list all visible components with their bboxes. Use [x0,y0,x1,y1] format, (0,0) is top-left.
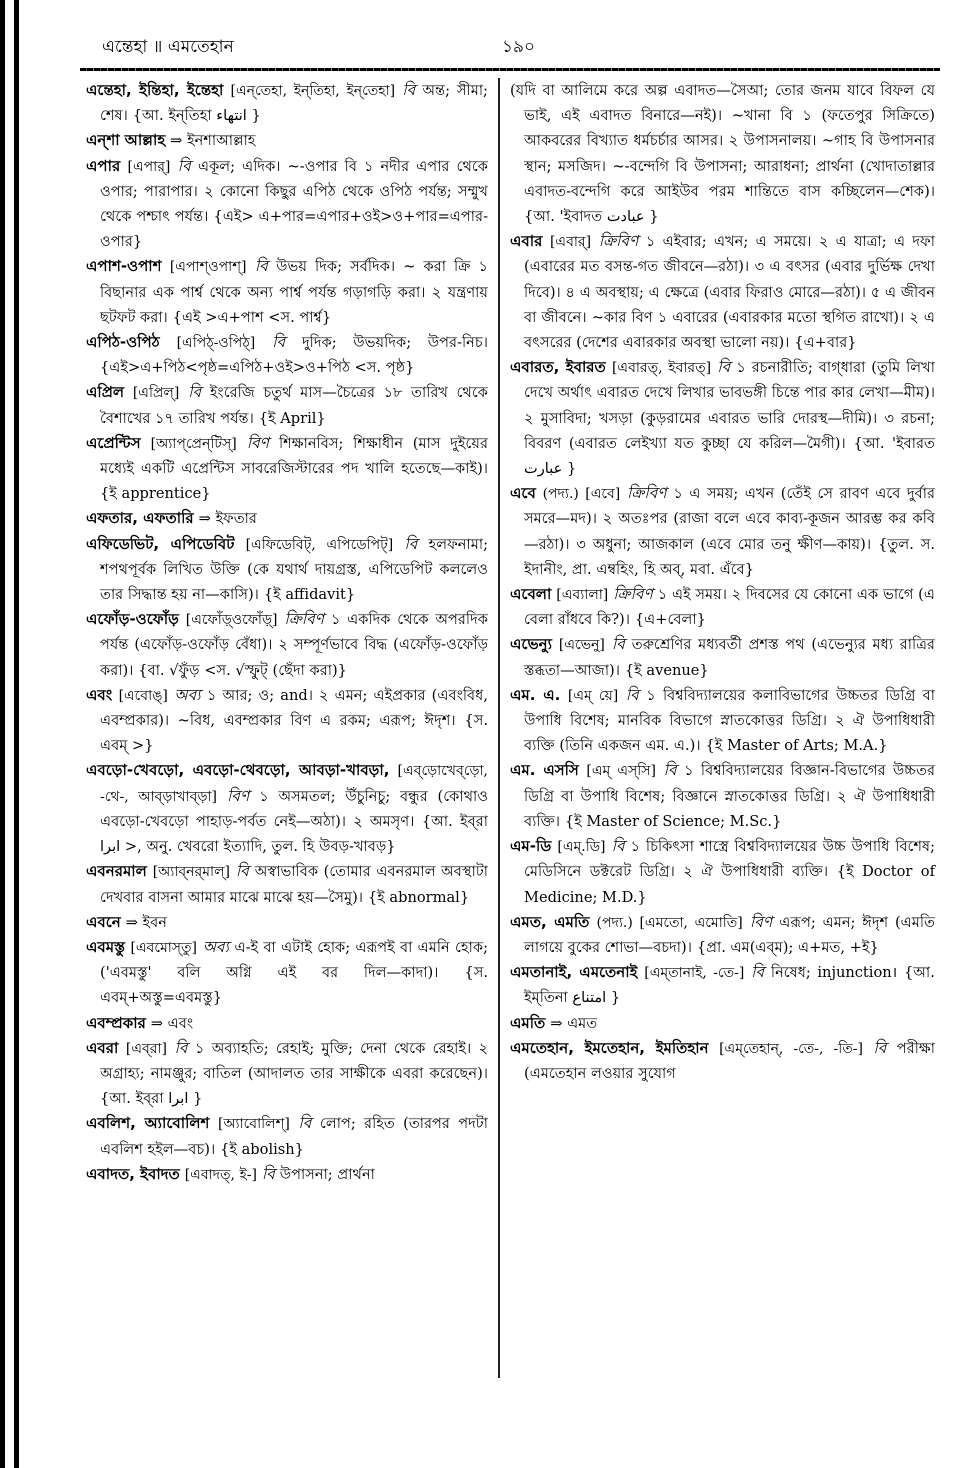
entry-definition: শিক্ষানবিস; শিক্ষাধীন (মাস দুইয়ের মধ্যেই একটি এপ্রেন্টিস সাবরেজিস্টারের পদ খালি হতেছে—কাই)। [100,434,488,478]
dictionary-entry [86,607,488,683]
entry-part-of-speech: বি [873,1038,887,1057]
dictionary-entry [86,380,488,430]
entry-pronunciation: [এম্‌.ডি] [557,839,606,856]
entry-definition: ⇒ ইনশাআল্লাহ [170,132,256,150]
dictionary-entry [510,355,935,481]
entry-etymology: {এই >এ+পাশ <স. পার্শ্ব} [172,308,332,326]
entry-pronunciation: [এফিডেবিট্‌, এপিডেপিট্‌] [245,536,394,553]
entry-part-of-speech: অব্য [174,685,201,704]
entry-definition: এরূপ; এমন; ঈদৃশ (এমতি লাগয়ে বুকের শোভা—বচদা)। [524,913,935,956]
dictionary-entry [510,910,935,960]
guide-words: এন্তেহা ॥ এমতেহান [102,37,234,57]
entry-etymology: {ই Master of Arts; M.A.} [705,737,888,755]
entry-pronunciation: [এম্‌ য়ে] [567,687,619,704]
entry-definition: তরুশ্রেণির মধ্যবর্তী প্রশস্ত পথ (এভেন্যুর মধ্য রাত্রির স্তব্ধতা—আজা)। [524,636,935,679]
entry-headword: এবার [510,232,543,251]
entry-definition: ১ এই সময়। ২ দিবসের যে কোনো এক ভাগে (এ বেলা রাঁধবে কি?)। [524,586,935,629]
entry-definition: উপাসনা; প্রার্থনা [279,1165,375,1183]
entry-pronunciation: [এভেনু] [558,637,605,654]
dictionary-entry [86,330,488,380]
entry-etymology: {ই affidavit} [263,586,356,604]
entry-pronunciation: [এবারত্‌, ইবারত্‌] [611,360,712,377]
entry-headword: এবড়ো-খেবড়ো, এবড়ো-থেবড়ো, আবড়া-খাবড়া, [86,761,390,780]
entry-pronunciation: [এবাদত্‌, ই-] [184,1166,257,1183]
entry-part-of-speech: অব্য [202,937,229,956]
entry-definition: উভয় দিক; সর্বদিক। ~ করা ক্রি ১ বিছানার এক পার্শ্ব থেকে অন্য পার্শ্ব পর্যন্ত গড়াগড়ি করা। ২ যন্ত্রণায় ছটফট করা। [100,258,488,326]
entry-part-of-speech: বি [174,1038,188,1057]
page-binding-edge-inner [14,0,19,1468]
entry-definition: ১ চিকিৎসা শাস্ত্রে বিশ্ববিদ্যালয়ের উচ্চ উপাধি বিশেষ; মেডিসিনে ডক্টরেট ডিগ্রি। ২ ঐ উপাধিধারী ব্যক্তি। [524,838,935,881]
dictionary-entry [86,1162,488,1187]
dictionary-entry [86,683,488,759]
entry-pronunciation: [এব্‌রা] [125,1040,168,1057]
entry-etymology: {ই Master of Science; M.Sc.} [564,812,782,830]
entry-definition: লোপ; রহিত (তারপর পদটা এবলিশ হইল—বচ)। [100,1115,488,1158]
entry-pronunciation: [এব্‌ড়োখেব্‌ড়ো, -থে-, আব্‌ড়াখাব্‌ড়া] [100,763,488,805]
entry-etymology: {তুল. স. ইদানীং, প্রা. এম্বহিং, হি অব্‌, মবা. এঁবে} [524,535,935,578]
entry-etymology: {আ. ইব্‌রা ابرا } [100,1090,203,1108]
entry-etymology: {ই abolish} [220,1140,304,1158]
entry-definition: ইংরেজি চতুর্থ মাস—চৈত্রের ১৮ তারিখ থেকে বৈশাখের ১৭ তারিখ পর্যন্ত। [100,384,488,427]
entry-pronunciation: [এম্‌তানাই, -তে-] [644,965,745,982]
dictionary-entry [510,1036,935,1086]
dictionary-entry [510,1011,935,1036]
entry-headword: এফতার, এফতারি [86,509,194,528]
entry-headword: এপিঠ-ওপিঠ [86,333,160,352]
entry-definition: ১ আর; ও; and। ২ এমন; এইপ্রকার (এবংবিধ, এবম্প্রকার)। ~বিধ, এবম্প্রকার বিণ এ রকম; এরূপ; ঈদৃশ। [100,686,488,730]
entry-definition: ১ অসমতল; উঁচুনিচু; বন্ধুর (কোথাও এবড়ো-খেবড়ো পাহাড়-পর্বত নেই—অঠা)। ২ অমসৃণ। [100,787,488,830]
entry-part-of-speech: বি [254,257,268,276]
entry-headword: এম. এ. [510,685,561,704]
entry-headword: এপ্রিল [86,383,125,402]
entry-etymology: {বা. √ফুঁড় <স. √স্ফুট্‌ (ছেঁদা করা)} [138,661,347,679]
entry-etymology: {আ. ইম্‌তিনা امتناع } [524,964,935,1007]
entry-pronunciation: [এম্‌ এস্‌সি] [586,763,657,780]
dictionary-entry [86,128,488,153]
entry-part-of-speech: বি [625,685,639,704]
entry-definition: ১ রচনারীতি; বাগ্‌ধারা (তুমি লিখা দেখে অর্থাৎ এবারত দেখে লিখার ভাবভঙ্গী চিন্তে পার কার লেখা—মীম)। ২ মুসাবিদা; খসড়া (কুড়রামের এবারত ভারি দোরস্থ—দীমি)। ৩ রচনা; বিবরণ (এবারত লেইখ্যা যত কুচ্ছা যে করিল—মৈগী)। [524,359,935,452]
entry-etymology: {এই> এ+পার=এপার+ওই>ও+পার=এপার-ওপার} [100,208,488,251]
entry-headword: এবরা [86,1038,119,1057]
entry-part-of-speech: বি [751,963,765,982]
entry-headword: এন্তেহা, ইন্তিহা, ইন্তেহা [86,81,224,99]
entry-etymology: {ই abnormal} [367,888,470,906]
entry-definition: ১ এইবার; এখন; এ সময়ে। ২ এ যাত্রা; এ দফা (এবারের মত বসন্ত-গত জীবনে—রঠা)। ৩ এ বৎসর (এবার দুর্ভিক্ষ দেখা দিবে)। ৪ এ অবস্থায়; এ ক্ষেত্রে (এবার ফিরাও মোরে—রঠা)। ৫ এ জীবন বা জীবনে। ~কার বিণ ১ এবারের (এবারকার মতো স্থগিত রাখো)। ২ এ বৎসরের (দেশের এবারকার অবস্থা ভালো নয়)। [524,233,935,352]
entry-part-of-speech: ক্রিবিণ [598,232,639,251]
entry-definition: দুদিক; উভয়দিক; উপর-নিচ। [302,334,488,352]
entry-definition: ১ এ সময়; এখন (তেঁই সে রাবণ এবে দুর্বার সমরে—মদ)। ২ অতঃপর (রাজা বলে এবে কাব্য-কূজন আরম্ভ কর কবি—রঠা)। ৩ অধুনা; আজকাল (এবে মোর তনু ক্ষীণ—কায়)। [524,485,935,553]
dictionary-entry [510,960,935,1010]
dictionary-entry [510,834,935,910]
entry-part-of-speech: বি [188,383,202,402]
entry-part-of-speech: বিণ [749,912,773,931]
entry-definition: অস্বাভাবিক (তোমার এবনরমাল অবস্থাটা দেখবার বাসনা আমার মাঝে মাঝে হয়—সৈমু)। [100,863,488,906]
entry-part-of-speech: বি [298,1114,312,1133]
page-binding-edge [0,0,5,1468]
entry-headword: এফিডেভিট, এপিডেবিট [86,534,235,553]
dictionary-entry [510,582,935,632]
entry-part-of-speech: বিণ [246,433,269,452]
entry-pronunciation: [এপাশ্‌ওপাশ্‌] [169,259,247,276]
left-column [86,78,488,1187]
dictionary-entry [86,532,488,608]
entry-headword: এবেলা [510,585,552,604]
entry-pronunciation: [এবোঙ্‌] [118,687,168,704]
entry-etymology: {এ+বার} [794,334,857,352]
entry-headword: এপ্রেন্টিস [86,433,141,452]
entry-definition: অন্ত; সীমা; শেষ। [100,82,488,125]
entry-etymology: {ই apprentice} [100,485,211,503]
page-header [102,30,942,60]
entry-pronunciation: [এপ্রিল্‌] [132,385,180,402]
entry-etymology: {ই Doctor of Medicine; M.D.} [524,863,935,906]
entry-headword: এবলিশ, অ্যাবোলিশ [86,1114,210,1133]
entry-definition: ১ বিশ্ববিদ্যালয়ের কলাবিভাগের উচ্চতর ডিগ্রি বা উপাধি বিশেষ; মানবিক বিভাগে স্নাতকোত্তর ডিগ্রি। ২ ঐ উপাধিধারী ব্যক্তি (তিনি একজন এম. এ.)। [524,686,935,755]
dictionary-entry [86,154,488,255]
entry-definition: ⇒ ইবন [125,913,167,931]
entry-etymology: {আ. 'ইবারত عبارت } [524,434,935,478]
entry-headword: এমতি [510,1013,546,1032]
dictionary-entry [86,859,488,909]
entry-definition: এ-ই বা এটাই হোক; এরূপই বা এমনি হোক; ('এবমস্তু' বলি অগ্নি এই বর দিল—কাদা)। [100,938,488,982]
entry-pronunciation: [এবমোস্‌তু] [130,939,198,956]
entry-headword: এম-ডি [510,837,552,856]
entry-part-of-speech: বি [611,837,625,856]
entry-part-of-speech: বিণ [226,786,250,805]
right-column [510,78,935,1086]
entry-headword: এপাশ-ওপাশ [86,257,162,276]
entry-headword: এফোঁড়-ওফোঁড় [86,610,179,629]
column-divider [498,78,500,1378]
entry-headword: এম. এসসি [510,761,579,780]
header-rule [80,68,940,71]
entry-etymology: {এ+বেলা} [634,611,706,629]
entry-headword: এমতানাই, এমতেনাই [510,963,638,982]
dictionary-entry [86,935,488,1011]
entry-pronunciation: [অ্যাপ্‌প্রেন্‌টিস্‌] [150,435,237,452]
entry-pronunciation: [এবার্‌] [549,234,592,251]
entry-definition: (যদি বা আলিমে করে অল্প এবাদত—সৈআ; তোর জনম যাবে বিফল যে ভাই, এই এবাদত বিনারে—নই)। ~খানা বি ১ (ফতেপুর সিক্রিতে) আকবরের বিখ্যাত ধর্মচর্চার আসর। ২ উপাসনালয়। ~গাহ বি উপাসনার স্থান; মসজিদ। ~-বন্দেগি বি উপাসনা; আরাধনা; প্রার্থনা (খোদাতাল্লার এবাদত-বন্দেগি করে আইউব পরম শান্তিতে বাস কচ্ছিলেন—শেক)। [510,82,935,200]
entry-pronunciation: [অ্যাব্‌নর্‌মাল্‌] [152,864,230,881]
entry-pronunciation: [অ্যাবোলিশ্‌] [217,1116,290,1133]
entry-headword: এমত, এমতি [510,912,590,931]
entry-etymology: {ই April} [258,409,326,427]
dictionary-entry [86,506,488,531]
entry-part-of-speech: বি [272,333,286,352]
entry-etymology: {স. এবম্‌ >} [100,712,488,755]
dictionary-entry [86,1011,488,1036]
entry-etymology: {ই avenue} [624,661,709,679]
entry-part-of-speech: ক্রিবিণ [613,585,653,604]
entry-pronunciation: [এপিঠ্‌-ওপিঠ্‌] [176,335,256,352]
entry-definition: ১ একদিক থেকে অপরদিক পর্যন্ত (এফোঁড়-ওফোঁড় বেঁধা)। ২ সম্পূর্ণভাবে বিদ্ধ (এফোঁড়-ওফোঁড় করা)। [100,611,488,679]
entry-part-of-speech: বি [611,635,625,654]
entry-headword: এপার [86,156,121,175]
entry-definition: পরীক্ষা (এমতেহান লওয়ার সুযোগ [524,1039,935,1082]
entry-definition: নিষেধ; injunction। [770,964,898,982]
entry-part-of-speech: বি [663,761,677,780]
entry-part-of-speech: বি [235,862,249,881]
entry-definition: ⇒ ইফতার [198,510,257,528]
dictionary-entry [86,1111,488,1161]
entry-part-of-speech: বি [402,81,416,99]
entry-part-of-speech: ক্রিবিণ [284,610,324,629]
entry-etymology: {আ. 'ইবাদত عبادت } [524,208,659,226]
entry-part-of-speech: বি [404,534,418,553]
entry-definition: ১ অব্যাহতি; রেহাই; মুক্তি; দেনা থেকে রেহাই। ২ অগ্রাহ্য; নামঞ্জুর; বাতিল (আদালত তার সাক্ষীকে এবরা করেছেন)। [100,1039,488,1082]
entry-pronunciation: (পদ্য.) [এমতো, এমোতি] [596,914,743,931]
entry-definition: একূল; এদিক। ~-ওপার বি ১ নদীর এপার থেকে ওপার; পারাপার। ২ কোনো কিছুর এপিঠ থেকে ওপিঠ পর্যন্ত; সম্মুখ থেকে পশ্চাৎ পর্যন্ত। [100,157,488,226]
dictionary-entry [510,683,935,759]
dictionary-entry [510,481,935,582]
entry-etymology: {আ. ইন্‌তিহা انتهاء } [132,107,261,125]
entry-headword: এবনরমাল [86,862,147,881]
entry-part-of-speech: ক্রিবিণ [627,484,667,503]
entry-etymology: {এই>এ+পিঠ<পৃষ্ঠ=এপিঠ+ওই>ও+পিঠ <স. পৃষ্ঠ} [100,359,415,377]
dictionary-entry [510,78,935,229]
entry-pronunciation: [এম্‌তেহান্‌, -তে-, -তি-] [719,1040,863,1057]
dictionary-entry [510,758,935,834]
entry-part-of-speech: বি [177,156,191,175]
entry-pronunciation: [এন্‌তেহা, ইন্‌তিহা, ইন্‌তেহা] [230,83,396,99]
dictionary-entry [510,229,935,355]
entry-part-of-speech: বি [717,358,731,377]
dictionary-entry [510,632,935,682]
entry-part-of-speech: বি [261,1164,275,1183]
entry-headword: এবনে [86,912,121,931]
entry-definition: ⇒ এমত [550,1014,598,1032]
entry-etymology: {আ. ইব্‌রা ابرا >, অনু. খেবরো ইত্যাদি, তুল. হি উবড়-খাবড়} [100,812,488,856]
dictionary-entry [86,78,488,128]
dictionary-entry [86,254,488,330]
entry-etymology: {স. এবম্‌+অস্তু=এবমস্তু} [100,964,488,1007]
entry-pronunciation: [এপার্‌] [127,158,171,175]
entry-headword: এভেন্যু [510,635,552,654]
entry-definition: ১ বিশ্ববিদ্যালয়ের বিজ্ঞান-বিভাগের উচ্চতর ডিগ্রি বা উপাধি বিশেষ; বিজ্ঞানে স্নাতকোত্তর ডিগ্রি। ২ ঐ উপাধিধারী ব্যক্তি। [524,762,935,830]
entry-headword: এবমস্তু [86,937,125,956]
dictionary-entry [86,910,488,935]
entry-headword: এবে [510,484,536,503]
entry-headword: এমতেহান, ইমতেহান, ইমতিহান [510,1038,709,1057]
page-number: ১৯০ [502,37,536,57]
entry-headword: এবাদত, ইবাদত [86,1164,180,1183]
entry-pronunciation: [এফোঁড়্‌ওফোঁড়্‌] [185,612,278,629]
entry-pronunciation: [এব্যালা] [556,587,609,604]
entry-definition: ⇒ এবং [150,1014,194,1032]
dictionary-entry [86,431,488,507]
entry-headword: এবং [86,685,113,704]
entry-headword: এন্‌শা আল্লাহ [86,131,166,150]
entry-definition: হলফনামা; শপথপূর্বক লিখিত উক্তি (কে যথার্থ দায়গ্রস্ত, এপিডেপিট কললেও তার সিদ্ধান্ত হয় না—কাসি)। [100,535,488,604]
dictionary-entry [86,758,488,859]
entry-etymology: {প্রা. এম(এব্‌ম); এ+মত, +ই} [696,938,879,956]
entry-headword: এবম্প্রকার [86,1013,146,1032]
dictionary-entry [86,1036,488,1112]
entry-pronunciation: (পদ্য.) [এবে] [542,486,621,503]
entry-headword: এবারত, ইবারত [510,358,606,377]
